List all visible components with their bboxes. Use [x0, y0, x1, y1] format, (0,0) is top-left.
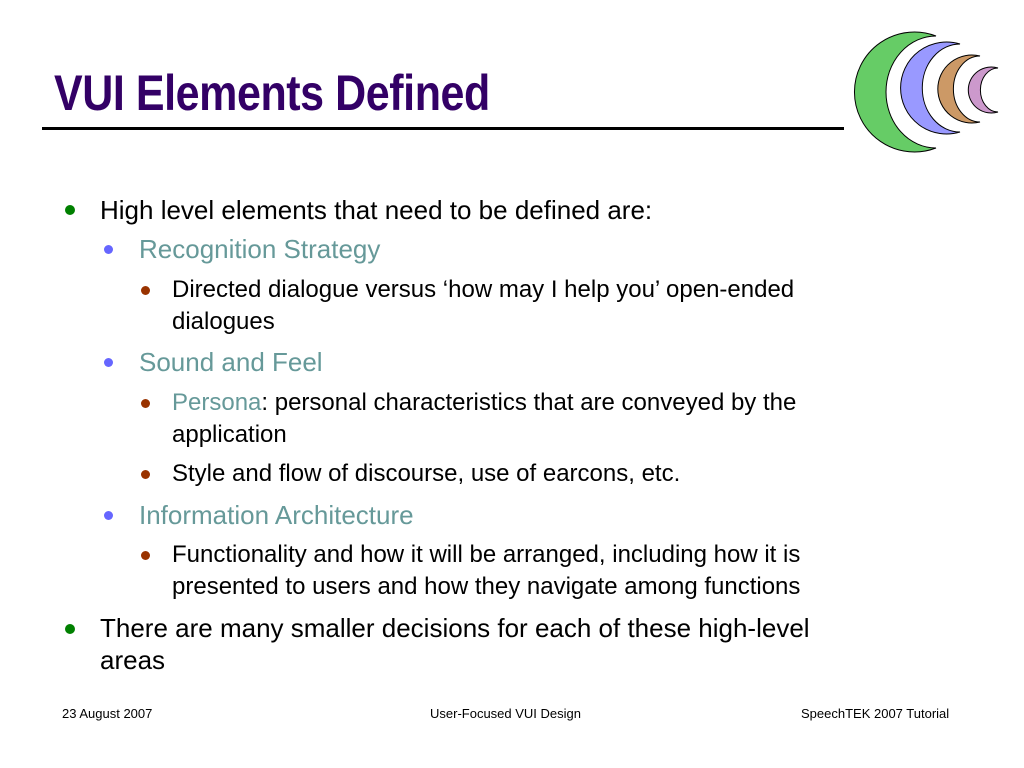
footer-date: 23 August 2007: [62, 706, 153, 721]
slide-title: VUI Elements Defined: [54, 65, 490, 121]
bullet-item-level3-continuation: application: [172, 421, 287, 448]
bullet-dot-blue: [104, 245, 113, 254]
bullet-item-level2: Sound and Feel: [139, 347, 323, 377]
persona-definition: : personal characteristics that are conveyed by the: [261, 389, 797, 416]
bullet-item-level1-continuation: areas: [100, 645, 166, 675]
bullet-item-level3: [172, 387, 796, 419]
persona-term: Persona: [172, 389, 262, 416]
bullet-item-level3: Directed dialogue versus ‘how may I help you’ open-ended: [172, 276, 795, 303]
bullet-dot-brown: [141, 286, 150, 295]
bullet-dot-brown: [141, 399, 150, 408]
bullet-item-level3-continuation: presented to users and how they navigate among functions: [172, 573, 801, 600]
bullet-item-level1: High level elements that need to be defined are:: [100, 195, 653, 225]
bullet-item-level3-continuation: dialogues: [172, 308, 275, 335]
bullet-dot-blue: [104, 358, 113, 367]
bullet-dot-brown: [141, 551, 150, 560]
bullet-item-level3: Style and flow of discourse, use of earcons, etc.: [172, 460, 681, 487]
bullet-dot-green: [65, 205, 75, 215]
bullet-item-level1: There are many smaller decisions for each of these high-level: [100, 613, 810, 643]
bullet-dot-green: [65, 624, 75, 634]
footer-event: SpeechTEK 2007 Tutorial: [801, 706, 950, 721]
bullet-item-level2: Recognition Strategy: [139, 234, 381, 264]
bullet-dot-brown: [141, 470, 150, 479]
bullet-dot-blue: [104, 511, 113, 520]
bullet-item-level2: Information Architecture: [139, 500, 414, 530]
footer-title: User-Focused VUI Design: [430, 706, 581, 721]
bullet-item-level3: Functionality and how it will be arranged, including how it is: [172, 541, 801, 568]
